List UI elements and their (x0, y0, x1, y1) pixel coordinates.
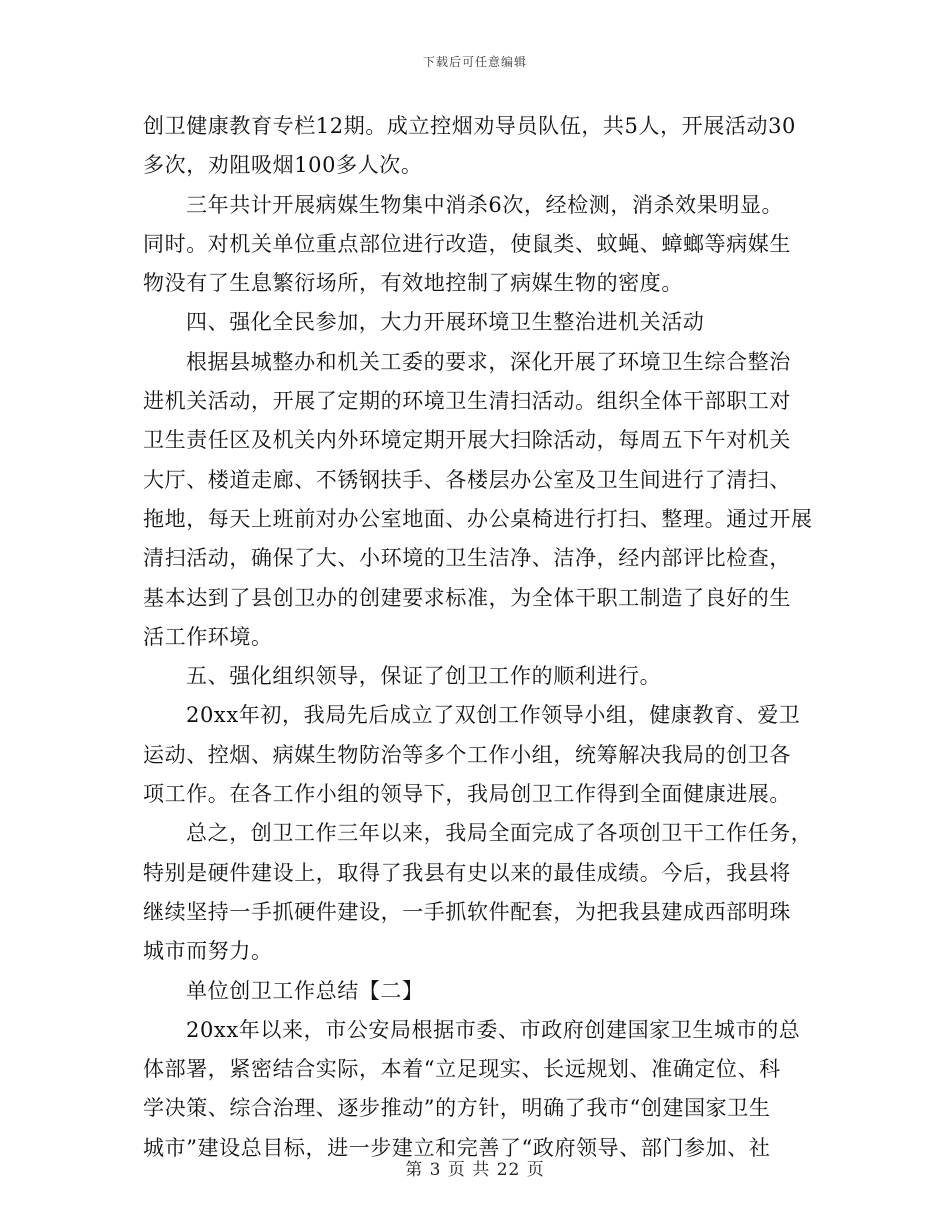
text-line: 同时。对机关单位重点部位进行改造，使鼠类、蚊蝇、蟑螂等病媒生 (143, 231, 791, 256)
text-line: 城市”建设总目标，进一步建立和完善了“政府领导、部门参加、社 (143, 1135, 771, 1160)
text-line: 城市而努力。 (143, 939, 273, 964)
page-header-note: 下载后可任意编辑 (422, 55, 527, 69)
text-line: 活工作环境。 (143, 624, 273, 649)
section-heading: 四、强化全民参加，大力开展环境卫生整治进机关活动 (186, 310, 705, 335)
paragraph-start-line: 总之，创卫工作三年以来，我局全面完成了各项创卫干工作任务， (186, 821, 813, 846)
paragraph-start-line: 20xx年以来，市公安局根据市委、市政府创建国家卫生城市的总 (186, 1017, 801, 1042)
document-body (143, 107, 813, 1168)
text-line: 特别是硬件建设上，取得了我县有史以来的最佳成绩。今后，我县将 (143, 860, 791, 885)
text-line: 项工作。在各工作小组的领导下，我局创卫工作得到全面健康进展。 (143, 782, 791, 807)
text-line: 进机关活动，开展了定期的环境卫生清扫活动。组织全体干部职工对 (143, 389, 791, 414)
paragraph-start-line: 三年共计开展病媒生物集中消杀6次，经检测，消杀效果明显。 (186, 192, 784, 217)
section-heading: 五、强化组织领导，保证了创卫工作的顺利进行。 (186, 664, 662, 689)
page-number-footer: 第 3 页 共 22 页 (405, 1160, 545, 1180)
text-line: 大厅、楼道走廊、不锈钢扶手、各楼层办公室及卫生间进行了清扫、 (143, 467, 791, 492)
text-line: 基本达到了县创卫办的创建要求标准，为全体干职工制造了良好的生 (143, 585, 791, 610)
text-line: 多次，劝阻吸烟100多人次。 (143, 153, 423, 178)
paragraph-start-line: 20xx年初，我局先后成立了双创工作领导小组，健康教育、爱卫 (186, 703, 801, 728)
text-line: 体部署，紧密结合实际，本着“立足现实、长远规划、准确定位、科 (143, 1057, 781, 1082)
text-line: 继续坚持一手抓硬件建设，一手抓软件配套，为把我县建成西部明珠 (143, 899, 791, 924)
document-subtitle: 单位创卫工作总结【二】 (186, 978, 424, 1003)
text-line: 拖地，每天上班前对办公室地面、办公桌椅进行打扫、整理。通过开展 (143, 506, 813, 531)
text-line: 运动、控烟、病媒生物防治等多个工作小组，统筹解决我局的创卫各 (143, 742, 791, 767)
text-line: 创卫健康教育专栏12期。成立控烟劝导员队伍，共5人，开展活动30 (143, 114, 797, 138)
text-line: 学决策、综合治理、逐步推动”的方针，明确了我市“创建国家卫生 (143, 1096, 771, 1121)
text-line: 卫生责任区及机关内外环境定期开展大扫除活动，每周五下午对机关 (143, 428, 791, 453)
text-line: 物没有了生息繁衍场所，有效地控制了病媒生物的密度。 (143, 271, 683, 296)
paragraph-start-line: 根据县城整办和机关工委的要求，深化开展了环境卫生综合整治 (186, 349, 791, 374)
text-line: 清扫活动，确保了大、小环境的卫生洁净、洁净，经内部评比检查， (143, 546, 791, 571)
